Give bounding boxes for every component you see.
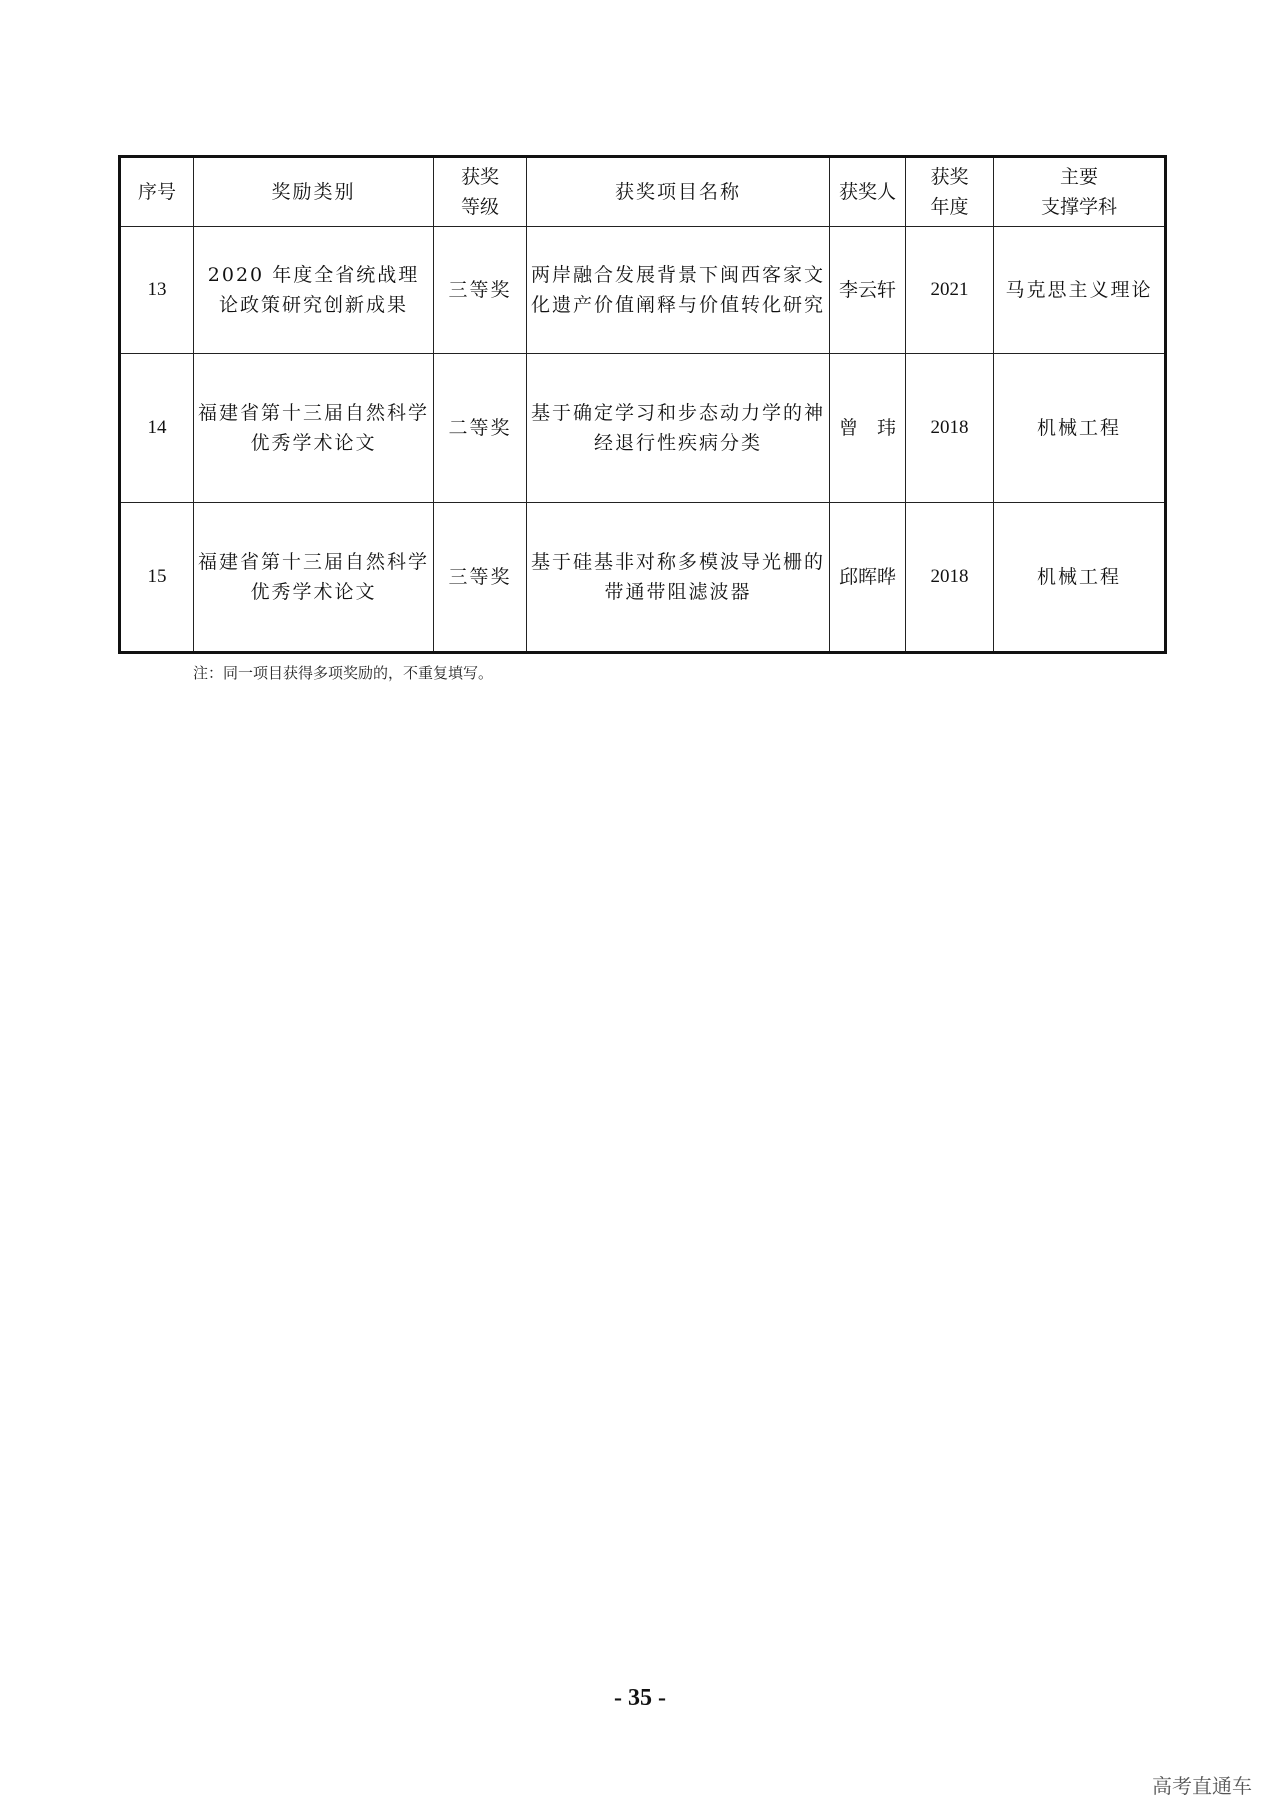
header-year-line2: 年度 [930,196,969,218]
header-project: 获奖项目名称 [527,157,830,227]
header-level [434,157,527,227]
cell-discipline: 马克思主义理论 [994,227,1166,354]
header-discipline [994,157,1166,227]
header-year [906,157,994,227]
header-level-line1: 获奖 [460,166,499,188]
cell-level: 三等奖 [434,503,527,653]
header-year-line1: 获奖 [930,166,969,188]
watermark: 高考直通车 [1152,1774,1252,1798]
cell-seq: 15 [120,503,194,653]
table-row [120,354,1166,503]
cell-project: 两岸融合发展背景下闽西客家文化遗产价值阐释与价值转化研究 [527,227,830,354]
cell-level: 三等奖 [434,227,527,354]
cell-project: 基于确定学习和步态动力学的神经退行性疾病分类 [527,354,830,503]
header-category: 奖励类别 [194,157,434,227]
awards-table [118,155,1167,654]
cell-category: 福建省第十三届自然科学优秀学术论文 [194,503,434,653]
cell-seq: 13 [120,227,194,354]
cell-project: 基于硅基非对称多模波导光栅的带通带阻滤波器 [527,503,830,653]
header-discipline-line1: 主要 [1059,166,1098,188]
table-footnote: 注：同一项目获得多项奖励的，不重复填写。 [193,664,494,682]
cell-year: 2021 [906,227,994,354]
header-level-line2: 等级 [460,196,499,218]
cell-discipline: 机械工程 [994,354,1166,503]
cell-seq: 14 [120,354,194,503]
table-row [120,503,1166,653]
page-number: - 35 - [614,1685,666,1711]
cell-winner: 曾 玮 [830,354,906,503]
header-discipline-line2: 支撑学科 [1040,196,1117,218]
cell-category: 福建省第十三届自然科学优秀学术论文 [194,354,434,503]
cell-discipline: 机械工程 [994,503,1166,653]
cell-level: 二等奖 [434,354,527,503]
cell-year: 2018 [906,503,994,653]
cell-winner: 李云轩 [830,227,906,354]
table-row [120,227,1166,354]
cell-category: 2020 年度全省统战理论政策研究创新成果 [194,227,434,354]
cell-year: 2018 [906,354,994,503]
header-winner: 获奖人 [830,157,906,227]
cell-winner: 邱晖晔 [830,503,906,653]
header-seq: 序号 [120,157,194,227]
table-header-row [120,157,1166,227]
